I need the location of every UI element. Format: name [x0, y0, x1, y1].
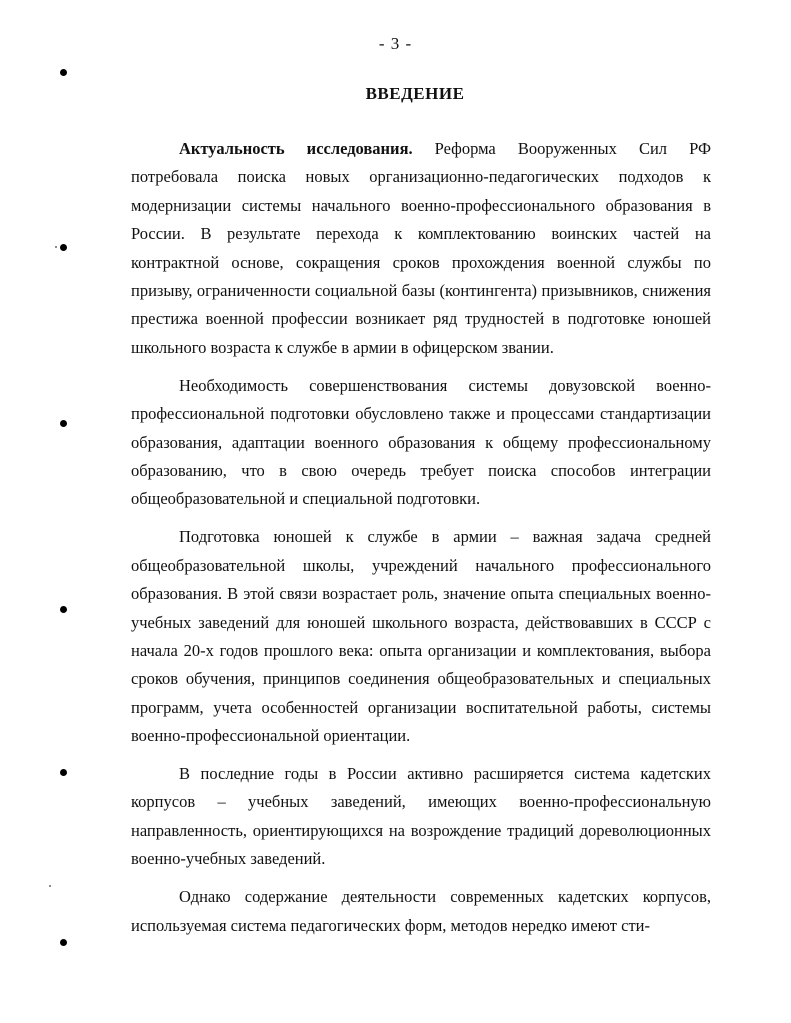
- paragraph-text: Необходимость совершенствования системы довузовской военно-профессиональной подготовки обусловлено также и процессами стандартизации образования, адаптации военного образования к общему профессиональному образованию, что в свою очередь требует поиска способов интеграции общеобразовательной и специальной подготовки.: [131, 375, 711, 509]
- page-number: - 3 -: [378, 34, 413, 53]
- binding-hole-mark: [60, 69, 67, 76]
- scan-speck: [55, 246, 57, 248]
- paragraph-text: Однако содержание деятельности современных кадетских корпусов, используемая система педагогических форм, методов нередко имеют сти-: [131, 887, 711, 935]
- paragraph-3: [131, 523, 711, 750]
- paragraph-4: [131, 760, 711, 874]
- paragraph-text: В последние годы в России активно расширяется система кадетских корпусов – учебных заведений, имеющих военно-профессиональную направленность, ориентирующихся на возрождение традиций дореволюционных военно-учебных заведений.: [131, 764, 711, 869]
- body-text: [131, 135, 711, 949]
- paragraph-2: [131, 372, 711, 514]
- binding-hole-mark: [60, 769, 67, 776]
- binding-hole-mark: [60, 606, 67, 613]
- binding-hole-mark: [60, 420, 67, 427]
- paragraph-1: [131, 135, 711, 362]
- paragraph-5: [131, 883, 711, 940]
- paragraph-text: Подготовка юношей к службе в армии – важная задача средней общеобразовательной школы, учреждений начального профессионального образования. В этой связи возрастает роль, значение опыта специальных военно-учебных заведений для юношей школьного возраста, действовавших в СССР с начала 20-х годов прошлого века: опыта организации и комплектования, выбора сроков обучения, принципов соединения общеобразовательных и специальных программ, учета особенностей организации воспитательной работы, системы военно-профессиональной ориентации.: [131, 527, 711, 746]
- paragraph-text: Реформа Вооруженных Сил РФ потребовала поиска новых организационно-педагогических подходов к модернизации системы начального военно-профессионального образования в России. В результате перехода к комплектованию воинских частей на контрактной основе, сокращения сроков прохождения военной службы по призыву, ограниченности социальной базы (контингента) призывников, снижения престижа военной профессии возникает ряд трудностей в подготовке юношей школьного возраста к службе в армии в офицерском звании.: [131, 139, 711, 357]
- scan-speck: [49, 885, 51, 887]
- section-heading: ВВЕДЕНИЕ: [365, 84, 465, 103]
- paragraph-lead: Актуальность исследования.: [179, 139, 413, 158]
- binding-hole-mark: [60, 244, 67, 251]
- binding-hole-mark: [60, 939, 67, 946]
